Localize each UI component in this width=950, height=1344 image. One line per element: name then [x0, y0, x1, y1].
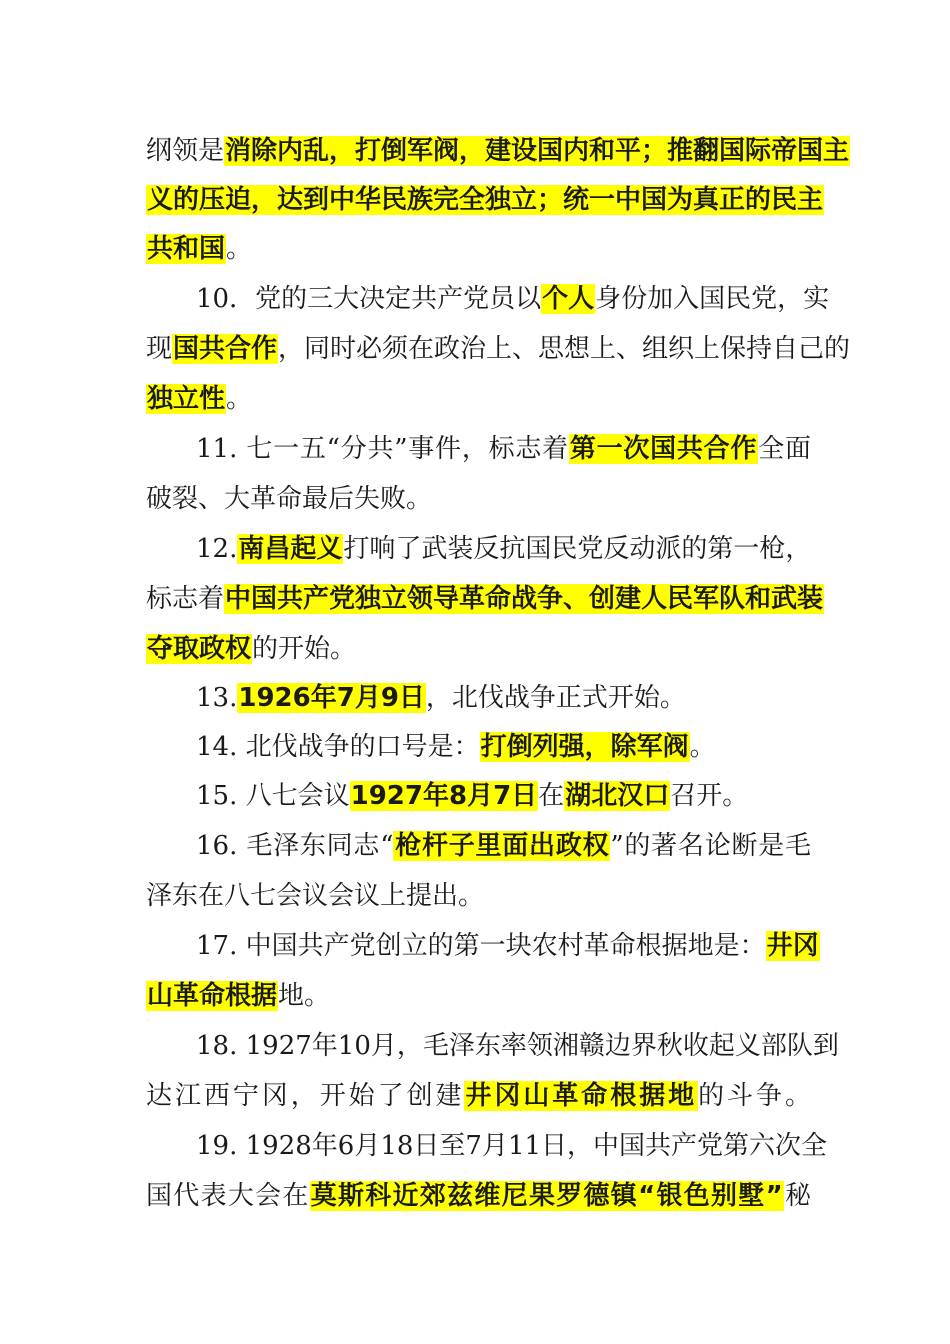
highlighted-text: 打倒列强，除军阀: [480, 732, 689, 762]
text-line: [146, 331, 851, 367]
text-line: [146, 1078, 811, 1114]
body-text: 11. 七一五“分共”事件，标志着: [196, 434, 569, 464]
body-text: 地。: [278, 981, 331, 1011]
text-line: [146, 631, 811, 667]
highlighted-text: 枪杆子里面出政权: [394, 831, 610, 861]
body-text: ，同时必须在政治上、思想上、组织上保持自己的: [278, 334, 851, 364]
highlighted-text: 第一次国共合作: [569, 434, 758, 464]
highlighted-text: 共和国: [147, 234, 226, 264]
body-text: 17. 中国共产党创立的第一块农村革命根据地是：: [196, 931, 766, 961]
body-text: 。: [226, 384, 253, 414]
highlighted-text: 夺取政权: [147, 634, 252, 664]
text-line: [146, 182, 824, 218]
text-line: [146, 481, 811, 517]
text-line: [146, 978, 811, 1014]
body-text: 破裂、大革命最后失败。: [146, 484, 433, 514]
text-line: [196, 431, 811, 467]
text-line: [196, 281, 830, 317]
body-text: 在: [538, 781, 565, 811]
highlighted-text: 莫斯科近郊兹维尼果罗德镇“银色别墅”: [310, 1181, 783, 1211]
highlighted-text: 义的压迫，达到中华民族完全独立；统一中国为真正的民主: [147, 185, 824, 215]
body-text: 召开。: [670, 781, 749, 811]
body-text: 10．党的三大决定共产党员以: [196, 284, 542, 314]
highlighted-text: 山革命根据: [147, 981, 278, 1011]
text-line: [146, 381, 811, 417]
body-text: 泽东在八七会议会议上提出。: [146, 881, 485, 911]
highlighted-text: 湖北汉口: [565, 781, 670, 811]
body-text: 现: [146, 334, 173, 364]
text-line: [146, 581, 824, 617]
body-text: 国代表大会在: [146, 1181, 310, 1211]
highlighted-text: 消除内乱，打倒军阀，建设国内和平；推翻国际帝国主: [225, 136, 850, 166]
highlighted-text: 南昌起义: [238, 534, 343, 564]
text-line: [146, 133, 850, 169]
body-text: 12.: [196, 534, 238, 564]
text-line: [196, 1128, 828, 1164]
body-text: 的开始。: [252, 634, 357, 664]
body-text: 标志着: [146, 584, 225, 614]
body-text: ”的著名论断是毛: [610, 831, 811, 861]
highlighted-text: 个人: [542, 284, 595, 314]
body-text: 身份加入国民党，实: [595, 284, 830, 314]
text-line: [196, 928, 819, 964]
text-line: [196, 729, 811, 765]
body-text: ，北伐战争正式开始。: [425, 683, 686, 713]
highlighted-text: 井冈: [766, 931, 819, 961]
text-line: [196, 828, 811, 864]
text-line: [196, 1028, 839, 1064]
body-text: 达江西宁冈，开始了创建: [146, 1081, 465, 1111]
body-text: 纲领是: [146, 136, 225, 166]
text-line: [146, 878, 811, 914]
text-line: [146, 1178, 811, 1214]
body-text: 19. 1928年6月18日至7月11日，中国共产党第六次全: [196, 1131, 828, 1161]
highlighted-text: 中国共产党独立领导革命战争、创建人民军队和武装: [225, 584, 824, 614]
highlighted-text: 1927年8月7日: [350, 781, 538, 811]
body-text: 18. 1927年10月，毛泽东率领湘赣边界秋收起义部队到: [196, 1031, 839, 1061]
body-text: 。: [689, 732, 716, 762]
text-line: [196, 531, 811, 567]
highlighted-text: 1926年7月9日: [238, 683, 425, 713]
body-text: 的斗争。: [698, 1081, 811, 1111]
highlighted-text: 国共合作: [173, 334, 278, 364]
body-text: 全面: [758, 434, 811, 464]
body-text: 15. 八七会议: [196, 781, 350, 811]
text-line: [196, 778, 811, 814]
body-text: 打响了武装反抗国民党反动派的第一枪，: [343, 534, 812, 564]
text-line: [146, 231, 811, 267]
body-text: 13.: [196, 683, 238, 713]
highlighted-text: 井冈山革命根据地: [465, 1081, 698, 1111]
body-text: 16. 毛泽东同志“: [196, 831, 394, 861]
text-line: [196, 680, 811, 716]
body-text: 14. 北伐战争的口号是：: [196, 732, 480, 762]
body-text: 秘: [783, 1181, 811, 1211]
highlighted-text: 独立性: [147, 384, 226, 414]
body-text: 。: [226, 234, 253, 264]
